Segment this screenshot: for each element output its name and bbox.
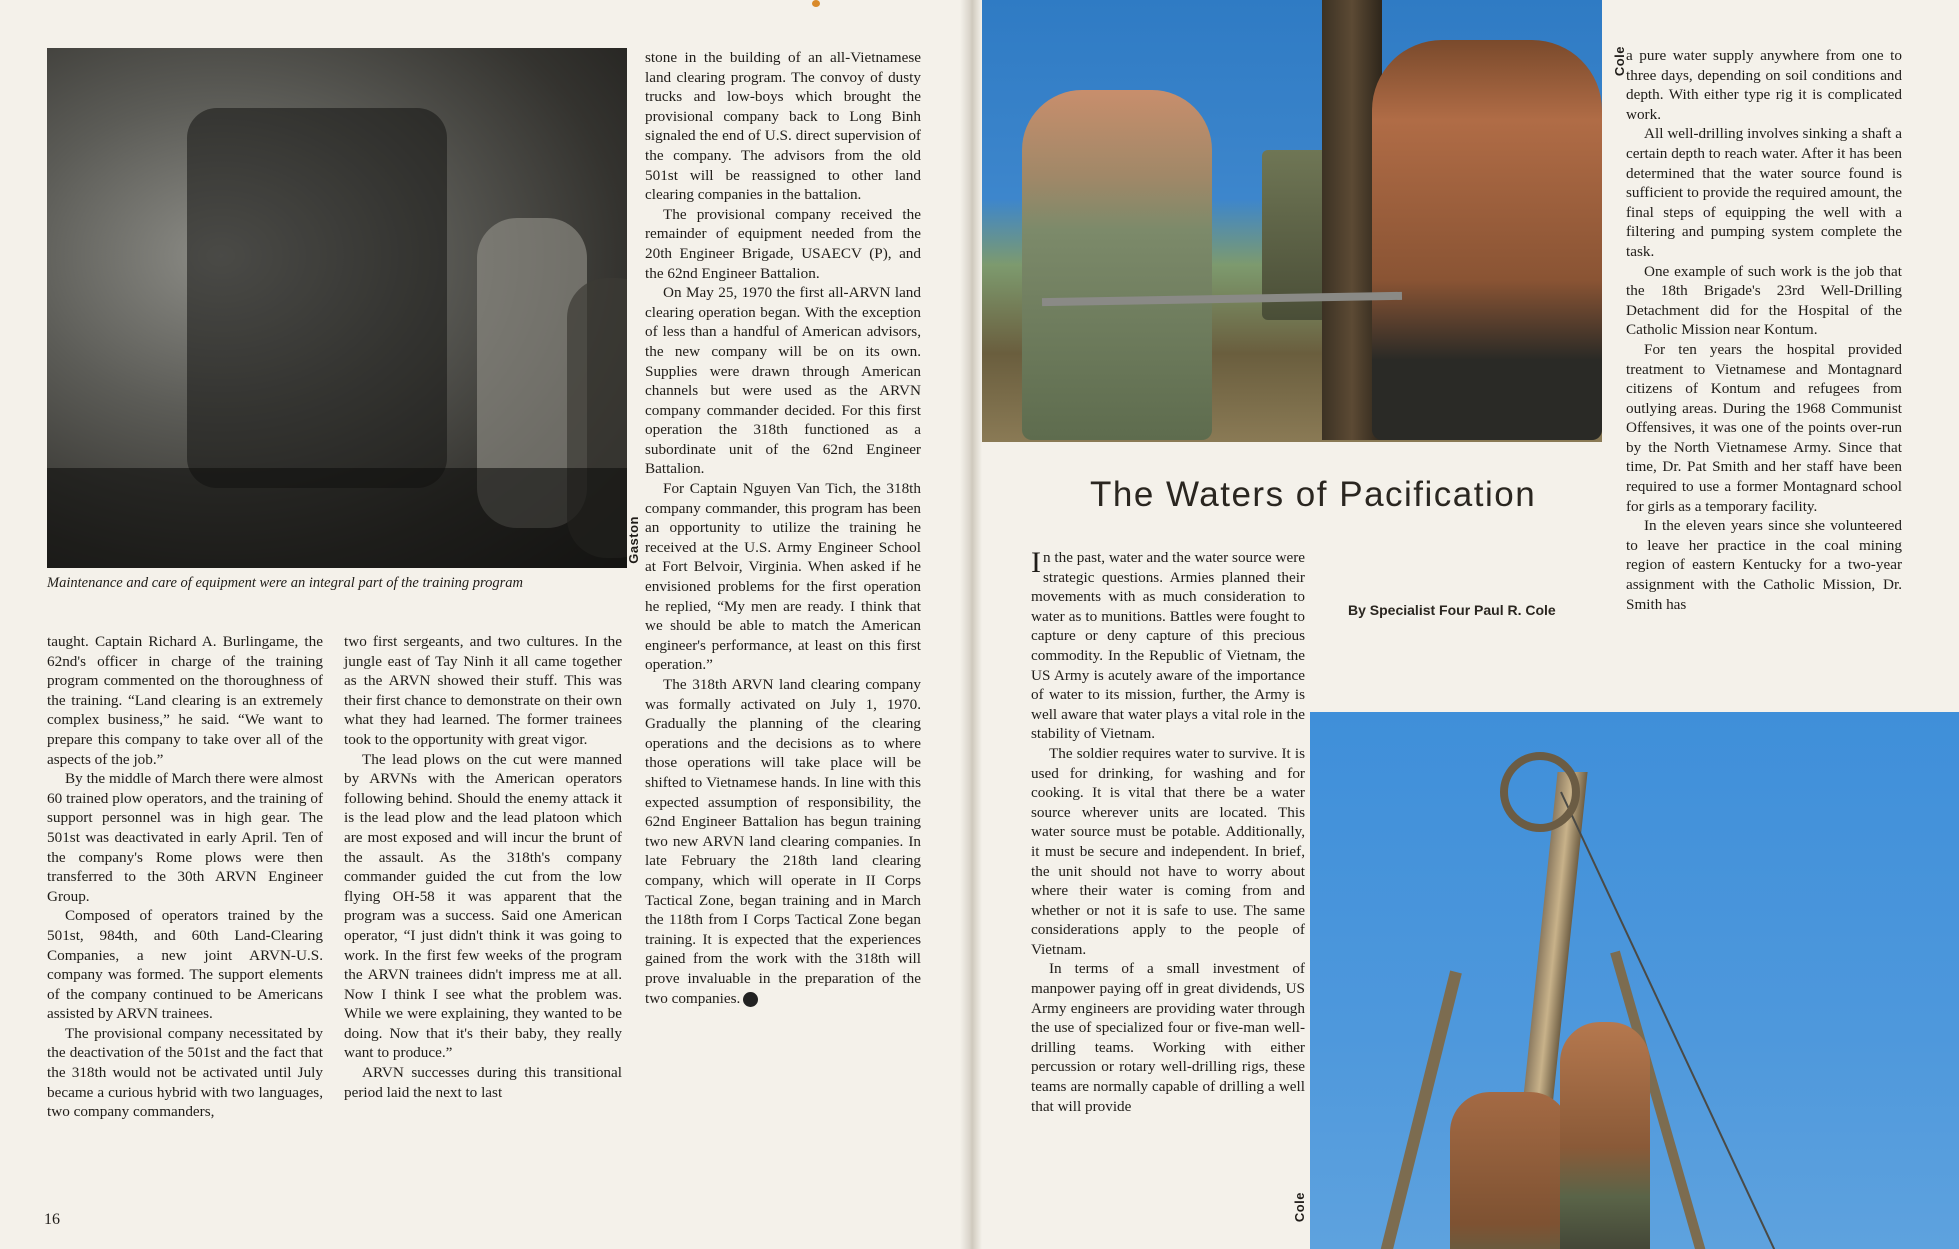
- photo-caption: Maintenance and care of equipment were an integral part of the training program: [47, 575, 524, 591]
- well-drilling-crew-photo: [982, 0, 1602, 442]
- page-number: 16: [44, 1211, 60, 1228]
- paragraph: The provisional company received the remainder of equipment needed from the 20th Engineer Brigade, USAECV (P), and the 62nd Engineer Battalion.: [645, 205, 921, 282]
- paragraph: In terms of a small investment of manpower paying off in great dividends, US Army engineers are providing water through the use of specialized four or five-man well-drilling teams. Working with either percussion or rotary well-drilling rigs, these teams are normally capable of drilling a well that will provide: [1031, 960, 1305, 1115]
- page-gutter: [960, 0, 982, 1249]
- paragraph: One example of such work is the job that the 18th Brigade's 23rd Well-Drilling Detachment did for the Hospital of the Catholic Mission near Kontum.: [1626, 262, 1902, 339]
- photo-credit-bottom: Cole: [1292, 1192, 1307, 1223]
- paragraph: n the past, water and the water source were strategic questions. Armies planned their movements with as much consideration to water as to munitions. Battles were fought to capture or deny capture of this precious commodity. In the Republic of Vietnam, the US Army is acutely aware of the importance of water to its mission, further, the Army is well aware that water plays a vital role in the stability of Vietnam.: [1031, 549, 1305, 743]
- paragraph: All well-drilling involves sinking a shaft a certain depth to reach water. After it has been determined that the water source found is sufficient to provide the required amount, the final steps of equipping the well with a filtering and pumping system complete the task.: [1626, 125, 1902, 260]
- paragraph: For ten years the hospital provided treatment to Vietnamese and Montagnard citizens of Kontum and refugees from outlying areas. During the 1968 Communist Offensives, it was one of the points over-run by the North Vietnamese Army. Since that time, Dr. Pat Smith and her staff have been required to use a former Montagnard school for girls as a temporary facility.: [1626, 340, 1902, 515]
- paragraph: taught. Captain Richard A. Burlingame, the 62nd's officer in charge of the training program commented on the thoroughness of the training. “Land clearing is an extremely complex business,” he said. “We want to prepare this company to take over all of the aspects of the job.”: [47, 633, 323, 768]
- paragraph: stone in the building of an all-Vietnamese land clearing program. The convoy of dusty trucks and low-boys which brought the provisional company back to Long Binh signaled the end of U.S. direct supervision of the company. The advisors from the old 501st will be reassigned to other land clearing companies in the battalion.: [645, 49, 921, 204]
- end-of-article-icon: [743, 992, 758, 1007]
- paragraph: The lead plows on the cut were manned by ARVNs with the American operators following behind. Should the enemy attack it is the lead plow and the lead platoon which are most exposed and will incur the brunt of the assault. As the 318th's company commander guided the cut from the low flying OH-58 it was apparent that the program was a success. Said one American operator, “I just didn't think it was going to work. In the first few weeks of the program the ARVN trainees didn't impress me at all. Now I think I see what the problem was. While we were explaining, they wanted to be doing. Now that it's their baby, they really want to produce.”: [344, 750, 622, 1062]
- left-column-2: [344, 632, 622, 1102]
- photo-credit-gaston: Gaston: [626, 516, 641, 564]
- paragraph: a pure water supply anywhere from one to three days, depending on soil conditions and depth. With either type rig it is complicated work.: [1626, 47, 1902, 123]
- paragraph: For Captain Nguyen Van Tich, the 318th company commander, this program has been an opportunity to utilize the training he received at the U.S. Army Engineer School at Fort Belvoir, Virginia. When asked if he envisioned problems for the first operation he replied, “My men are ready. I think that we should be able to match the American engineer's performance, at least on this first operation.”: [645, 480, 921, 674]
- drilling-rig-photo: [1310, 712, 1959, 1249]
- paragraph: By the middle of March there were almost 60 trained plow operators, and the training of support personnel was in high gear. The 501st was deactivated in early April. Ten of the company's Rome plows were then transferred to the 30th ARVN Engineer Group.: [47, 770, 323, 905]
- left-column-3: [645, 48, 921, 1008]
- left-column-1: [47, 632, 323, 1122]
- paragraph: On May 25, 1970 the first all-ARVN land clearing operation began. With the exception of less than a handful of American advisors, the new company will be on its own. Supplies were drawn through American channels but were used as the ARVN company commander decided. For this first operation the 318th functioned as a subordinate unit of the 62nd Engineer Battalion.: [645, 284, 921, 478]
- photo-credit-top: Cole: [1612, 46, 1627, 77]
- maintenance-photo: [47, 48, 627, 568]
- paragraph: two first sergeants, and two cultures. In the jungle east of Tay Ninh it all came together as the ARVN showed their stuff. This was their first chance to demonstrate on their own what they had learned. The former trainees took to the opportunity with great vigor.: [344, 633, 622, 748]
- paragraph: In the eleven years since she volunteered to leave her practice in the coal mining region of eastern Kentucky for a two-year assignment with the Catholic Mission, Dr. Smith has: [1626, 517, 1902, 613]
- right-column-1: [1031, 548, 1305, 1116]
- byline: By Specialist Four Paul R. Cole: [1348, 602, 1556, 618]
- article-title: The Waters of Pacification: [1090, 475, 1537, 514]
- paragraph: The soldier requires water to survive. It is used for drinking, for washing and for cooking. It is vital that there be a water source wherever units are located. This water source must be potable. Additionally, it must be secure and independent. In brief, the unit should not have to worry about where their water is coming from and whether or not it is safe to use. The same considerations apply to the people of Vietnam.: [1031, 744, 1305, 958]
- drop-cap: I: [1031, 546, 1041, 579]
- paragraph: The provisional company necessitated by the deactivation of the 501st and the fact that the 318th would not be activated until July became a curious hybrid with two languages, two company commanders,: [47, 1024, 323, 1121]
- right-column-2: [1626, 46, 1902, 614]
- paragraph: Composed of operators trained by the 501st, 984th, and 60th Land-Clearing Companies, a new joint ARVN-U.S. company was formed. The support elements of the company continued to be Americans assisted by ARVN trainees.: [47, 907, 323, 1023]
- paragraph: The 318th ARVN land clearing company was formally activated on July 1, 1970. Gradually the planning of the clearing operations and the decisions as to where those operations will take place will be shifted to Vietnamese hands. In line with this expected assumption of responsibility, the 62nd Engineer Battalion has begun training two new ARVN land clearing companies. In late February the 218th land clearing company, which will operate in II Corps Tactical Zone, began training and in March the 118th from I Corps Tactical Zone began training. It is expected that the experiences gained from the work with the 318th will prove invaluable in the preparation of the two companies.: [645, 676, 921, 1007]
- paragraph: ARVN successes during this transitional period laid the next to last: [344, 1064, 622, 1101]
- paper-speck: [812, 0, 820, 7]
